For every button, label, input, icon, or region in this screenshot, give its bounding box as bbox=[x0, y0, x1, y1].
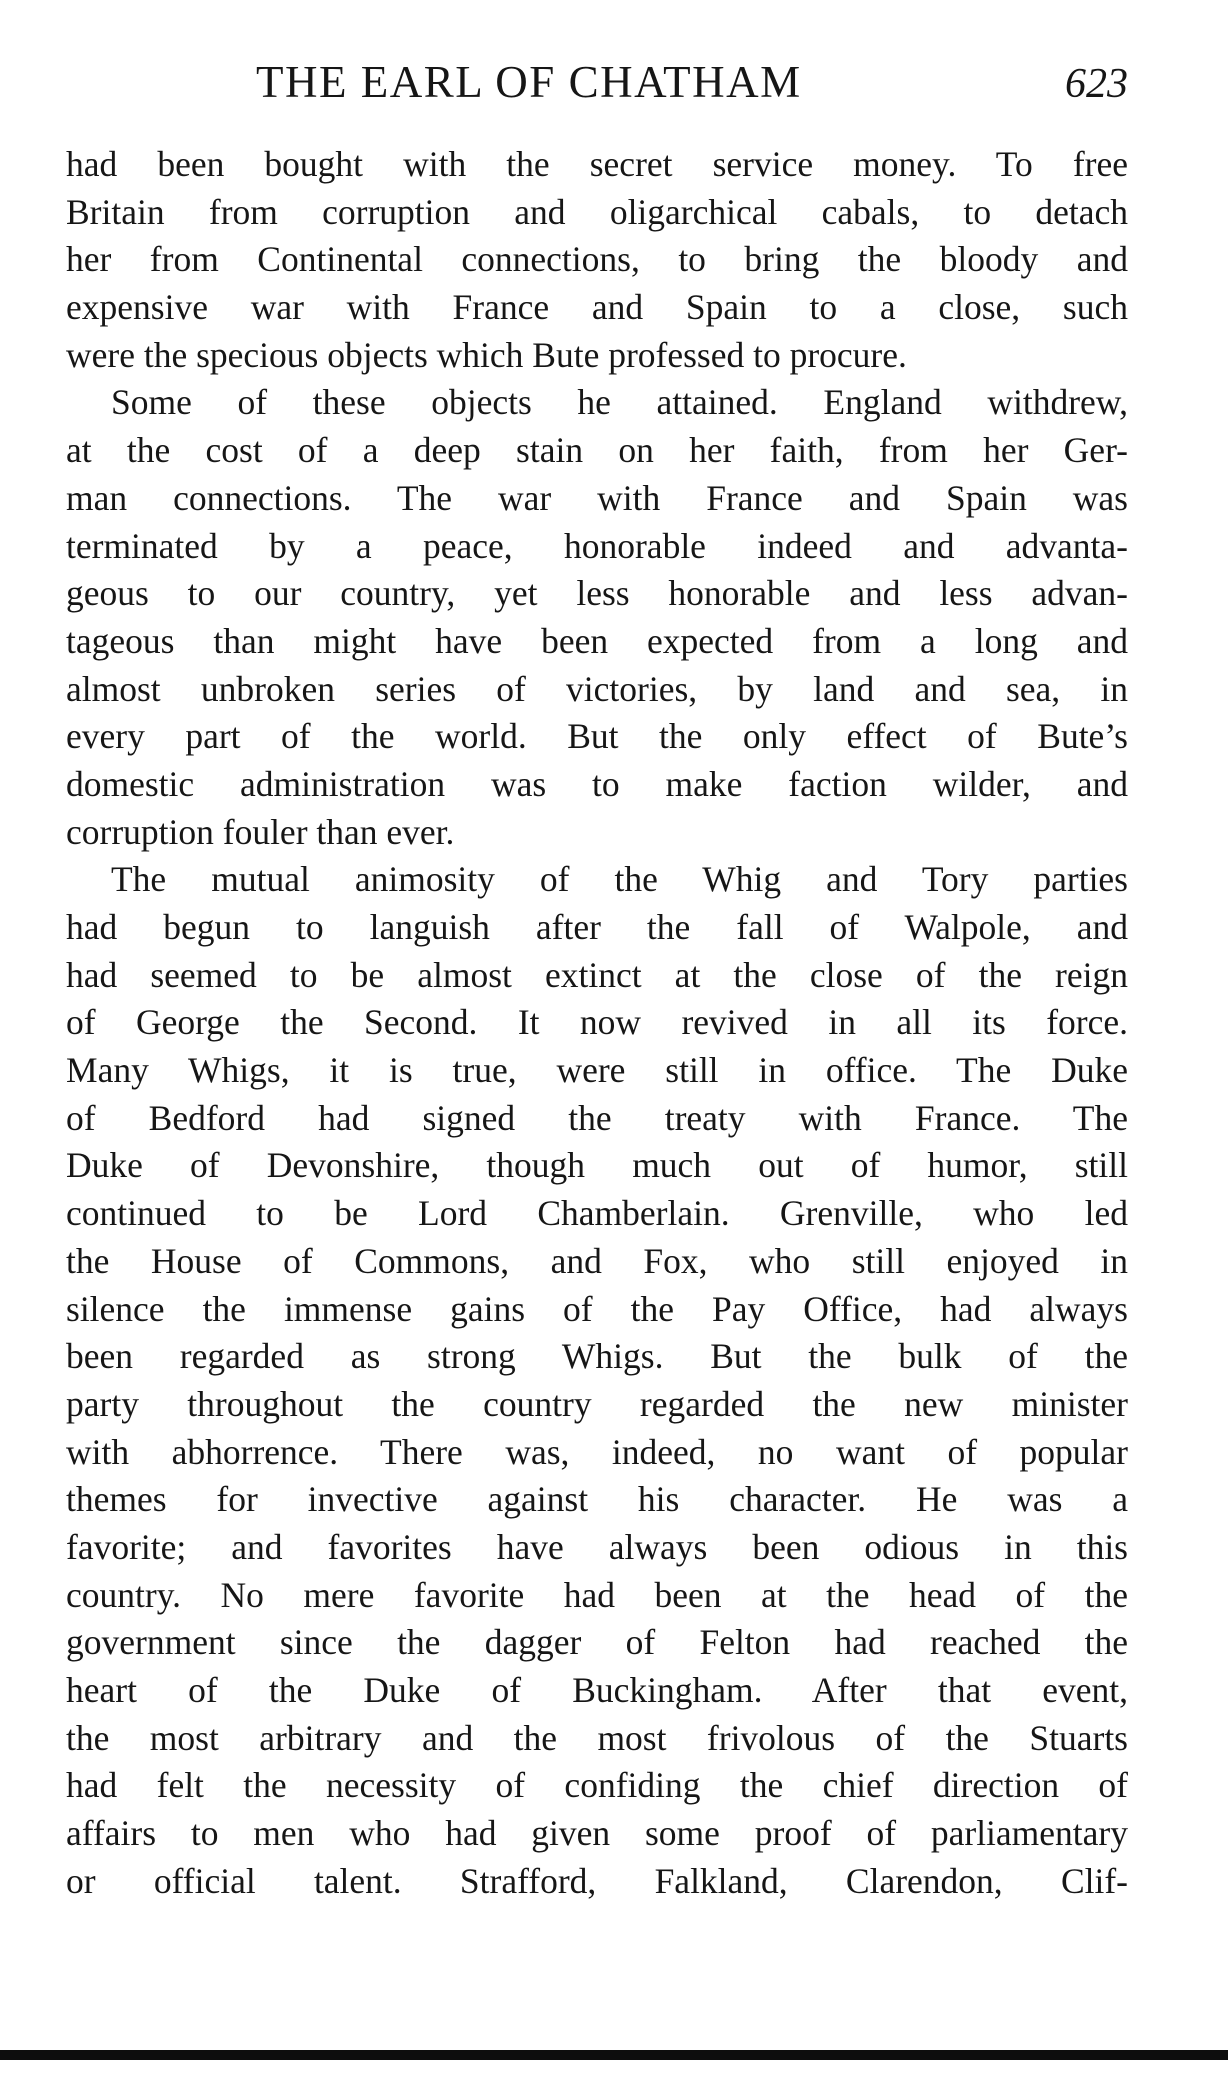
text-line: expensive war with France and Spain to a close, such bbox=[66, 287, 1128, 328]
body-text bbox=[66, 141, 1128, 1905]
text-line: party throughout the country regarded the new minister bbox=[66, 1383, 1128, 1424]
text-line: of George the Second. It now revived in all its force. bbox=[66, 1002, 1128, 1043]
running-title: THE EARL OF CHATHAM bbox=[256, 57, 802, 107]
text-line: geous to our country, yet less honorable and less advan- bbox=[66, 573, 1128, 614]
text-line: been regarded as strong Whigs. But the bulk of the bbox=[66, 1336, 1128, 1377]
bottom-rule bbox=[0, 2050, 1228, 2060]
text-line: had seemed to be almost extinct at the close of the reign bbox=[66, 954, 1128, 995]
text-line: at the cost of a deep stain on her faith, from her Ger- bbox=[66, 430, 1128, 471]
text-line: had felt the necessity of confiding the chief direction of bbox=[66, 1765, 1128, 1806]
text-line: her from Continental connections, to bring the bloody and bbox=[66, 239, 1128, 280]
text-line: favorite; and favorites have always been odious in this bbox=[66, 1526, 1128, 1567]
text-line: with abhorrence. There was, indeed, no want of popular bbox=[66, 1431, 1128, 1472]
text-line: themes for invective against his character. He was a bbox=[66, 1479, 1128, 1520]
text-line: Many Whigs, it is true, were still in office. The Duke bbox=[66, 1050, 1128, 1091]
text-line: domestic administration was to make faction wilder, and bbox=[66, 763, 1128, 804]
text-line: continued to be Lord Chamberlain. Grenville, who led bbox=[66, 1193, 1128, 1234]
text-line: had begun to languish after the fall of Walpole, and bbox=[66, 907, 1128, 947]
text-line: the House of Commons, and Fox, who still enjoyed in bbox=[66, 1240, 1128, 1281]
text-line: affairs to men who had given some proof of parliamentary bbox=[66, 1813, 1128, 1854]
text-line: every part of the world. But the only effect of Bute’s bbox=[66, 716, 1128, 757]
text-line: country. No mere favorite had been at the head of the bbox=[66, 1574, 1128, 1615]
text-line: almost unbroken series of victories, by land and sea, in bbox=[66, 668, 1128, 709]
text-line: man connections. The war with France and Spain was bbox=[66, 477, 1128, 518]
text-line: Some of these objects he attained. England withdrew, bbox=[111, 382, 1128, 423]
text-line: corruption fouler than ever. bbox=[66, 811, 455, 852]
text-line: of Bedford had signed the treaty with France. The bbox=[66, 1097, 1128, 1138]
text-line: terminated by a peace, honorable indeed and advanta- bbox=[66, 525, 1128, 566]
text-line: silence the immense gains of the Pay Office, had always bbox=[66, 1288, 1128, 1329]
text-line: had been bought with the secret service money. To free bbox=[66, 144, 1128, 184]
text-line: heart of the Duke of Buckingham. After that event, bbox=[66, 1670, 1128, 1710]
text-line: Britain from corruption and oligarchical cabals, to detach bbox=[66, 191, 1128, 232]
text-line: tageous than might have been expected from a long and bbox=[66, 620, 1128, 661]
text-line: government since the dagger of Felton had reached the bbox=[66, 1622, 1128, 1663]
text-line: The mutual animosity of the Whig and Tory parties bbox=[111, 859, 1128, 900]
text-line: Duke of Devonshire, though much out of humor, still bbox=[66, 1145, 1128, 1186]
text-line: or official talent. Strafford, Falkland, Clarendon, Clif- bbox=[66, 1860, 1128, 1901]
text-line: were the specious objects which Bute professed to procure. bbox=[66, 334, 907, 375]
running-head bbox=[66, 52, 1128, 112]
page-number: 623 bbox=[1065, 61, 1128, 107]
text-line: the most arbitrary and the most frivolous of the Stuarts bbox=[66, 1717, 1128, 1758]
